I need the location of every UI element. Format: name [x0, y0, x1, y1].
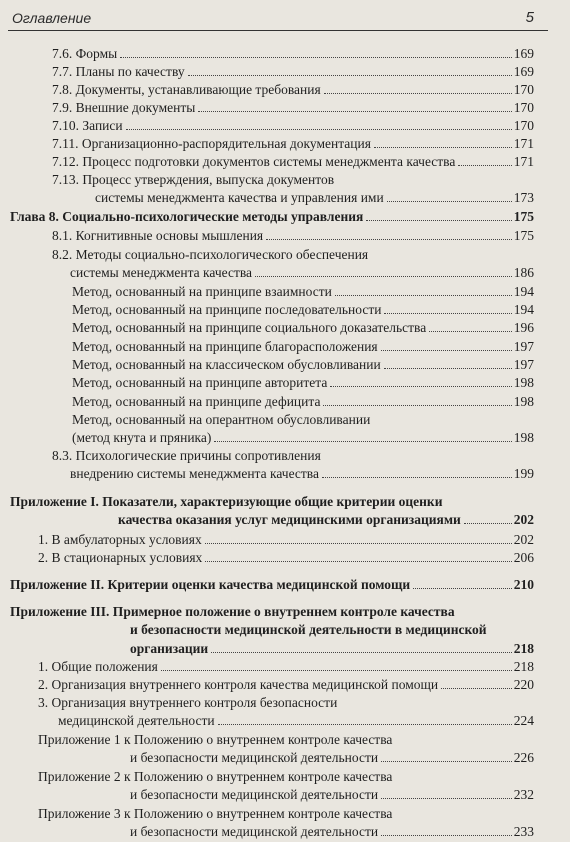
toc-entry-page: 198	[513, 375, 534, 390]
toc-entry-page: 224	[513, 713, 534, 729]
toc-entry-title: 2. Организация внутреннего контроля качества медицинской помощи	[38, 677, 439, 692]
toc-entry-title: организации	[130, 640, 209, 656]
toc-entry-title: 3. Организация внутреннего контроля безопасности	[38, 695, 338, 710]
toc-entry	[0, 694, 570, 731]
toc-entry-title: 7.7. Планы по качеству	[52, 64, 185, 79]
toc-entry-page: 170	[513, 118, 534, 133]
toc-entry-title: 7.12. Процесс подготовки документов системы менеджмента качества	[52, 154, 456, 169]
toc-leader-dots	[413, 588, 512, 589]
page-number: 5	[525, 9, 534, 26]
toc-entry-title: 7.8. Документы, устанавливающие требования	[52, 82, 321, 97]
toc-entry-page: 171	[513, 154, 534, 169]
toc-entry-title: Метод, основанный на принципе последовательности	[72, 302, 382, 317]
toc-leader-dots	[205, 543, 512, 544]
toc-entry-page: 171	[513, 136, 534, 151]
toc-leader-dots	[330, 386, 511, 387]
toc-entry-title: Метод, основанный на классическом обусловливании	[72, 357, 381, 372]
toc-leader-dots	[255, 276, 512, 277]
toc-leader-dots	[205, 561, 511, 562]
toc-entry	[0, 227, 570, 245]
toc-entry	[0, 208, 570, 226]
toc-entry-page: 202	[513, 512, 534, 528]
toc-entry-title: Метод, основанный на принципе дефицита	[72, 394, 321, 409]
toc-entry	[0, 411, 570, 448]
toc-entry-title: 2. В стационарных условиях	[38, 550, 203, 565]
toc-entry-page: 218	[513, 640, 534, 656]
toc-leader-dots	[120, 57, 512, 58]
toc-entry-page: 210	[513, 577, 534, 592]
toc-entry-title: 7.9. Внешние документы	[52, 100, 196, 115]
toc-entry-title: Метод, основанный на принципе благорасположения	[72, 339, 378, 354]
toc-leader-dots	[322, 477, 512, 478]
toc-entry	[0, 135, 570, 153]
toc-entry-page: 206	[513, 550, 534, 565]
toc-entry-title: внедрению системы менеджмента качества	[70, 466, 319, 482]
toc-leader-dots	[324, 93, 512, 94]
toc-entry-title: и безопасности медицинской деятельности	[130, 787, 379, 803]
toc-entry-page: 199	[513, 466, 534, 482]
toc-entry	[0, 493, 570, 530]
toc-entry	[0, 319, 570, 337]
toc-entry-page: 170	[513, 100, 534, 115]
toc-entry-title: Приложение I. Показатели, характеризующие общие критерии оценки	[10, 494, 443, 509]
toc-leader-dots	[458, 165, 511, 166]
toc-entry-page: 226	[513, 750, 534, 766]
toc-entry-page: 194	[513, 284, 534, 299]
toc-entry-page: 175	[513, 228, 534, 243]
toc-entry-title: качества оказания услуг медицинскими организациями	[118, 512, 461, 528]
toc-leader-dots	[188, 75, 512, 76]
toc-leader-dots	[161, 670, 512, 671]
toc-leader-dots	[441, 688, 512, 689]
toc-entry-page: 186	[513, 265, 534, 281]
toc-entry-title: медицинской деятельности	[58, 713, 215, 729]
toc-entry	[0, 301, 570, 319]
toc-entry	[0, 531, 570, 549]
toc-entry-title: и безопасности медицинской деятельности	[130, 824, 379, 840]
toc-leader-dots	[366, 220, 511, 221]
toc-entry-title: Приложение 2 к Положению о внутреннем контроле качества	[38, 769, 393, 784]
toc-entry	[0, 99, 570, 117]
toc-entry-page: 198	[513, 394, 534, 409]
toc-entry	[0, 153, 570, 171]
toc-entry	[0, 549, 570, 567]
toc-leader-dots	[381, 350, 512, 351]
toc-entry	[0, 676, 570, 694]
toc-entry-page: 197	[513, 357, 534, 372]
toc-leader-dots	[429, 331, 512, 332]
toc-entry-title: и безопасности медицинской деятельности в медицинской	[130, 622, 487, 638]
toc-entry-title: 1. В амбулаторных условиях	[38, 532, 202, 547]
toc-entry	[0, 283, 570, 301]
toc-entry	[0, 768, 570, 805]
toc-entry	[0, 246, 570, 283]
toc-entry-title: 7.13. Процесс утверждения, выпуска документов	[52, 172, 335, 187]
toc-leader-dots	[335, 295, 512, 296]
toc-entry-page: 202	[513, 532, 534, 547]
toc-leader-dots	[381, 835, 512, 836]
toc-entry-title: (метод кнута и пряника)	[72, 430, 212, 446]
toc-entry-title: 7.6. Формы	[52, 46, 118, 61]
toc-entry-title: Приложение III. Примерное положение о внутреннем контроле качества	[10, 604, 455, 619]
toc-leader-dots	[126, 129, 512, 130]
toc-entry-title: 8.2. Методы социально-психологического обеспечения	[52, 247, 369, 262]
toc-leader-dots	[374, 147, 512, 148]
toc-entry-title: Метод, основанный на принципе авторитета	[72, 375, 328, 390]
toc-leader-dots	[381, 761, 512, 762]
toc-entry-title: системы менеджмента качества	[70, 265, 253, 281]
running-header-title: Оглавление	[12, 10, 92, 26]
toc-entry-page: 198	[513, 430, 534, 446]
toc-entry-title: Метод, основанный на оперантном обусловливании	[72, 412, 371, 427]
toc-entry-title: 7.10. Записи	[52, 118, 123, 133]
toc-entry-title: 1. Общие положения	[38, 659, 158, 674]
toc-leader-dots	[198, 111, 511, 112]
toc-entry-page: 170	[513, 82, 534, 97]
toc-leader-dots	[218, 724, 512, 725]
toc-entry	[0, 805, 570, 842]
toc-entry-title: и безопасности медицинской деятельности	[130, 750, 379, 766]
toc-entry-page: 197	[513, 339, 534, 354]
toc-entry-title: Глава 8. Социально-психологические методы управления	[10, 209, 364, 224]
toc-leader-dots	[211, 652, 512, 653]
toc-entry-page: 169	[513, 64, 534, 79]
toc-entry-page: 175	[513, 209, 534, 224]
toc-entry-title: Метод, основанный на принципе социального доказательства	[72, 320, 427, 335]
toc-entry	[0, 338, 570, 356]
toc-entry	[0, 658, 570, 676]
toc-entry	[0, 63, 570, 81]
toc-entry-title: Приложение 1 к Положению о внутреннем контроле качества	[38, 732, 393, 747]
toc-entry-title: 8.3. Психологические причины сопротивления	[52, 448, 321, 463]
toc-entry-page: 194	[513, 302, 534, 317]
toc-entry	[0, 447, 570, 484]
toc-leader-dots	[387, 201, 512, 202]
toc-entry	[0, 356, 570, 374]
toc-entry-page: 196	[513, 320, 534, 335]
toc-entry	[0, 81, 570, 99]
toc-entry	[0, 45, 570, 63]
toc-entry-page: 220	[513, 677, 534, 692]
toc-leader-dots	[381, 798, 512, 799]
toc-entry	[0, 117, 570, 135]
toc-leader-dots	[214, 441, 511, 442]
toc-entry-page: 173	[513, 190, 534, 206]
toc-entry-page: 233	[513, 824, 534, 840]
toc-leader-dots	[384, 368, 512, 369]
toc-leader-dots	[464, 523, 512, 524]
toc-entry-title: 8.1. Когнитивные основы мышления	[52, 228, 264, 243]
toc-entry-title: системы менеджмента качества и управления ими	[95, 190, 384, 206]
toc-leader-dots	[266, 239, 512, 240]
toc-entry	[0, 374, 570, 392]
toc-entry-title: Приложение 3 к Положению о внутреннем контроле качества	[38, 806, 393, 821]
toc-entry	[0, 393, 570, 411]
toc-leader-dots	[384, 313, 511, 314]
toc-entry	[0, 576, 570, 594]
toc-entry-title: Приложение II. Критерии оценки качества медицинской помощи	[10, 577, 411, 592]
toc-entry-page: 169	[513, 46, 534, 61]
toc-entry-page: 218	[513, 659, 534, 674]
toc-leader-dots	[323, 405, 511, 406]
toc-entry	[0, 171, 570, 208]
toc-entry	[0, 731, 570, 768]
toc-entry-page: 232	[513, 787, 534, 803]
toc-entry-title: Метод, основанный на принципе взаимности	[72, 284, 332, 299]
toc-entry-title: 7.11. Организационно-распорядительная документация	[52, 136, 371, 151]
toc-entry	[0, 603, 570, 658]
